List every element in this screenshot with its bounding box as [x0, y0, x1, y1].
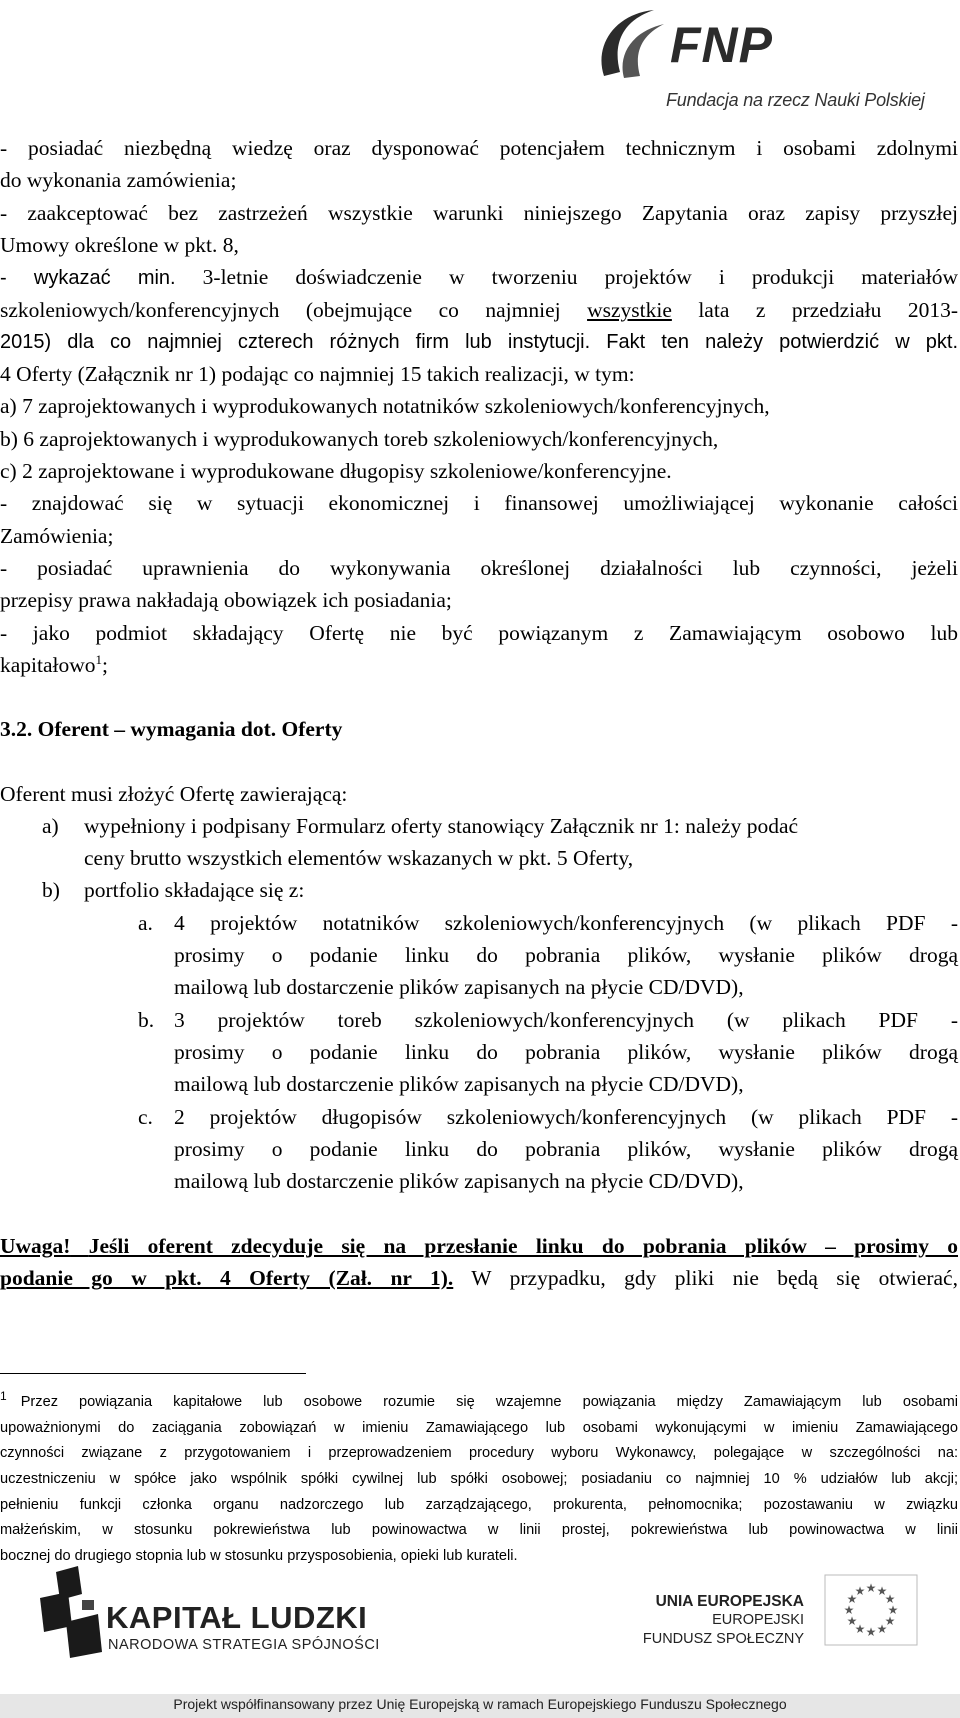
warning-text: Jeśli oferent zdecyduje się na przesłanie linku do pobrania plików – prosimy o: [88, 1234, 959, 1258]
text-fragment: 3-letnie doświadczenie w tworzeniu projektów i produkcji materiałów: [202, 265, 959, 289]
section-heading: 3.2. Oferent – wymagania dot. Oferty: [0, 717, 343, 741]
text-line: portfolio składające się z:: [84, 878, 305, 902]
footnote-text: Przez powiązania kapitałowe lub osobowe rozumie się wzajemne powiązania między Zamawiającym lub osobami: [20, 1394, 958, 1410]
underlined-word: wszystkie: [587, 298, 672, 322]
footnote-line: czynności związane z przygotowaniem i przeprowadzeniem procedury wyboru Wykonawcy, polegające w szczególności na:: [0, 1445, 958, 1461]
fnp-logo: [594, 6, 956, 118]
text-line: [0, 294, 958, 326]
warning-text: podanie go w pkt. 4 Oferty (Zał. nr 1).: [0, 1266, 454, 1290]
footnote-ref[interactable]: 1: [95, 651, 103, 667]
eu-title: UNIA EUROPEJSKA: [655, 1593, 804, 1610]
kapital-ludzki-subtitle: NARODOWA STRATEGIA SPÓJNOŚCI: [108, 1637, 380, 1653]
text-line: Zamówienia;: [0, 524, 114, 548]
text-line: b) 6 zaprojektowanych i wyprodukowanych toreb szkoleniowych/konferencyjnych,: [0, 427, 719, 451]
list-label: c.: [138, 1105, 153, 1129]
svg-text:★: ★: [843, 1603, 855, 1617]
text-line: a) 7 zaprojektowanych i wyprodukowanych notatników szkoleniowych/konferencyjnych,: [0, 394, 770, 418]
text-line: 3 projektów toreb szkoleniowych/konferencyjnych (w plikach PDF -: [174, 1008, 958, 1032]
list-label: b.: [138, 1008, 155, 1032]
text-line: [0, 261, 958, 294]
text-fragment: - wykazać min.: [0, 267, 176, 289]
svg-text:★: ★: [854, 1584, 866, 1598]
eu-line: FUNDUSZ SPOŁECZNY: [642, 1631, 804, 1647]
footnote-number: 1: [0, 1389, 7, 1403]
kapital-ludzki-title: KAPITAŁ LUDZKI: [106, 1600, 368, 1635]
warning-line: [0, 1262, 958, 1294]
fnp-logo-text: FNP: [670, 17, 773, 73]
text-line: - znajdować się w sytuacji ekonomicznej i finansowej umożliwiającej wykonanie całości: [0, 491, 958, 515]
eu-flag-icon: [824, 1574, 918, 1646]
svg-text:★: ★: [846, 1592, 858, 1606]
footnote-line: uczestniczeniu w spółce jako wspólnik spółki cywilnej lub spółki osobowej; posiadaniu co najmniej 10 % udziałów lub akcji;: [0, 1471, 958, 1487]
text-line: - posiadać niezbędną wiedzę oraz dysponować potencjałem technicznym i osobami zdolnymi: [0, 136, 958, 160]
footnote-line: małżeńskim, w stosunku pokrewieństwa lub powinowactwa w linii prostej, pokrewieństwa lub powinowactwa w linii: [0, 1522, 958, 1538]
text-line: Umowy określone w pkt. 8,: [0, 233, 239, 257]
text-line: prosimy o podanie linku do pobrania plików, wysłanie plików drogą: [174, 943, 958, 967]
svg-text:★: ★: [854, 1622, 866, 1636]
text-line: przepisy prawa nakładają obowiązek ich posiadania;: [0, 588, 452, 612]
svg-text:★: ★: [884, 1614, 896, 1628]
warning-line: [0, 1230, 958, 1262]
footnote-separator: [0, 1373, 306, 1374]
text-line: 2 projektów długopisów szkoleniowych/konferencyjnych (w plikach PDF -: [174, 1105, 958, 1129]
list-label: a.: [138, 911, 153, 935]
eu-line: EUROPEJSKI: [712, 1612, 804, 1628]
text-line: mailową lub dostarczenie plików zapisanych na płycie CD/DVD),: [174, 1169, 744, 1193]
text-line: - posiadać uprawnienia do wykonywania określonej działalności lub czynności, jeżeli: [0, 556, 958, 580]
text-fragment: szkoleniowych/konferencyjnych (obejmujące co najmniej: [0, 298, 561, 322]
text-line: do wykonania zamówienia;: [0, 168, 237, 192]
warning-label: Uwaga!: [0, 1234, 71, 1258]
footnote-line: bocznej do drugiego stopnia lub w stosunku przysposobienia, opieki lub kurateli.: [0, 1548, 518, 1564]
text-fragment: kapitałowo: [0, 653, 96, 677]
svg-text:★: ★: [846, 1614, 858, 1628]
kapital-ludzki-logo-icon: [36, 1564, 106, 1660]
text-fragment: W przypadku, gdy pliki nie będą się otwierać,: [471, 1266, 958, 1290]
svg-text:★: ★: [876, 1584, 888, 1598]
text-line: - zaakceptować bez zastrzeżeń wszystkie warunki niniejszego Zapytania oraz zapisy przyszłej: [0, 201, 958, 225]
footnote-line: upoważnionymi do zaciągania zobowiązań w imieniu Zamawiającego lub osobami wykonującymi w imieniu Zamawiającego: [0, 1420, 958, 1436]
text-line: mailową lub dostarczenie plików zapisanych na płycie CD/DVD),: [174, 975, 744, 999]
eu-text-block: [643, 1592, 804, 1649]
text-fragment: lata z przedziału 2013-: [698, 298, 958, 322]
text-line: 4 Oferty (Załącznik nr 1) podając co najmniej 15 takich realizacji, w tym:: [0, 362, 635, 386]
text-line: prosimy o podanie linku do pobrania plików, wysłanie plików drogą: [174, 1040, 958, 1064]
text-line: Oferent musi złożyć Ofertę zawierającą:: [0, 782, 348, 806]
fnp-swirl-icon: [594, 6, 674, 90]
text-fragment: ;: [102, 653, 109, 677]
text-line: 4 projektów notatników szkoleniowych/konferencyjnych (w plikach PDF -: [174, 911, 958, 935]
text-line: mailową lub dostarczenie plików zapisanych na płycie CD/DVD),: [174, 1072, 744, 1096]
text-line: - jako podmiot składający Ofertę nie być powiązanym z Zamawiającym osobowo lub: [0, 621, 958, 645]
svg-text:★: ★: [887, 1603, 899, 1617]
text-line: 2015) dla co najmniej czterech różnych firm lub instytucji. Fakt ten należy potwierdzić w pkt.: [0, 331, 958, 353]
text-line: wypełniony i podpisany Formularz oferty stanowiący Załącznik nr 1: należy podać: [84, 814, 799, 838]
footnote-line: [0, 1390, 958, 1416]
footnote-line: pełnieniu funkcji członka organu nadzorczego lub zarządzającego, prokurenta, pełnomocnika; pozostawaniu w związku: [0, 1497, 958, 1513]
svg-text:★: ★: [876, 1622, 888, 1636]
fnp-logo-subtitle: Fundacja na rzecz Nauki Polskiej: [666, 90, 925, 110]
list-label: b): [42, 878, 60, 902]
svg-text:★: ★: [865, 1625, 877, 1639]
text-line: [0, 649, 108, 681]
svg-text:★: ★: [865, 1581, 877, 1595]
footer-text: Projekt współfinansowany przez Unię Europejską w ramach Europejskiego Funduszu Społecznego: [173, 1696, 787, 1712]
text-line: ceny brutto wszystkich elementów wskazanych w pkt. 5 Oferty,: [84, 846, 634, 870]
list-label: a): [42, 814, 59, 838]
svg-text:★: ★: [884, 1592, 896, 1606]
text-line: prosimy o podanie linku do pobrania plików, wysłanie plików drogą: [174, 1137, 958, 1161]
text-line: c) 2 zaprojektowane i wyprodukowane długopisy szkoleniowe/konferencyjne.: [0, 459, 672, 483]
